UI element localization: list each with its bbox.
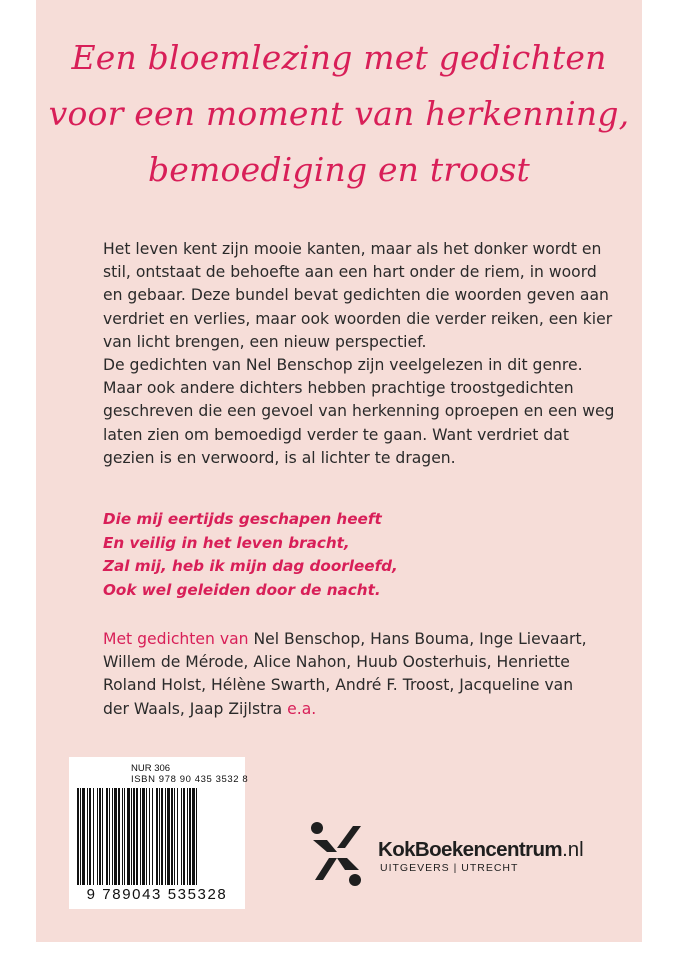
blurb-line: en gebaar. Deze bundel bevat gedichten die woorden geven aan <box>103 286 609 305</box>
blurb-line: laten zien om bemoedigd verder te gaan. Want verdriet dat <box>103 425 569 444</box>
poem-line: Ook wel geleiden door de nacht. <box>103 580 381 599</box>
credits-line-1 <box>103 628 587 651</box>
blurb-line: De gedichten van Nel Benschop zijn veelgelezen in dit genre. <box>103 356 583 375</box>
blurb-line: Het leven kent zijn mooie kanten, maar als het donker wordt en <box>103 240 602 258</box>
credits-prefix: Met gedichten van <box>103 630 249 648</box>
blurb-line: geschreven die een gevoel van herkenning oproepen en een weg <box>103 402 615 421</box>
isbn-number: ISBN 978 90 435 3532 8 <box>131 774 249 785</box>
credits-line-2: Willem de Mérode, Alice Nahon, Huub Oosterhuis, Henriette <box>103 653 570 672</box>
poem-line: Die mij eertijds geschapen heeft <box>103 510 382 528</box>
poet-credits <box>103 628 587 721</box>
poem-line: Zal mij, heb ik mijn dag doorleefd, <box>103 557 398 575</box>
barcode <box>69 757 249 909</box>
headline-line-3: bemoediging en troost <box>147 150 530 189</box>
barcode-bars <box>75 788 239 885</box>
credits-line-3: Roland Holst, Hélène Swarth, André F. Troost, Jacqueline van <box>103 676 574 695</box>
blurb-line: verdriet en verlies, maar ook woorden die verder reiken, een kier <box>103 309 613 328</box>
publisher-logo-icon <box>307 818 367 888</box>
poem-line: En veilig in het leven bracht, <box>103 533 350 552</box>
credits-line-4 <box>103 698 583 721</box>
blurb-line: gezien is en verwoord, is al lichter te dragen. <box>103 448 456 467</box>
blurb <box>103 238 615 470</box>
publisher-name-tld: .nl <box>562 838 584 861</box>
blurb-line: Maar ook andere dichters hebben prachtige troostgedichten <box>103 379 574 398</box>
publisher-subtitle: UITGEVERS | UTRECHT <box>380 862 519 874</box>
publisher-name <box>378 838 584 862</box>
poem-quote <box>103 508 573 602</box>
headline-line-1: Een bloemlezing met gedichten <box>71 38 607 77</box>
ean-number: 9 789043 535328 <box>86 886 228 903</box>
headline <box>36 30 642 198</box>
blurb-line: stil, ontstaat de behoefte aan een hart onder de riem, in woord <box>103 263 597 282</box>
nur-code: NUR 306 <box>131 763 171 774</box>
blurb-line: van licht brengen, een nieuw perspectief. <box>103 332 427 351</box>
publisher-name-bold: KokBoekencentrum <box>378 838 563 861</box>
credits-suffix: e.a. <box>282 699 317 718</box>
credits-names: Nel Benschop, Hans Bouma, Inge Lievaart, <box>248 630 587 648</box>
headline-line-2: voor een moment van herkenning, <box>48 94 630 133</box>
credits-names: der Waals, Jaap Zijlstra <box>103 699 283 718</box>
